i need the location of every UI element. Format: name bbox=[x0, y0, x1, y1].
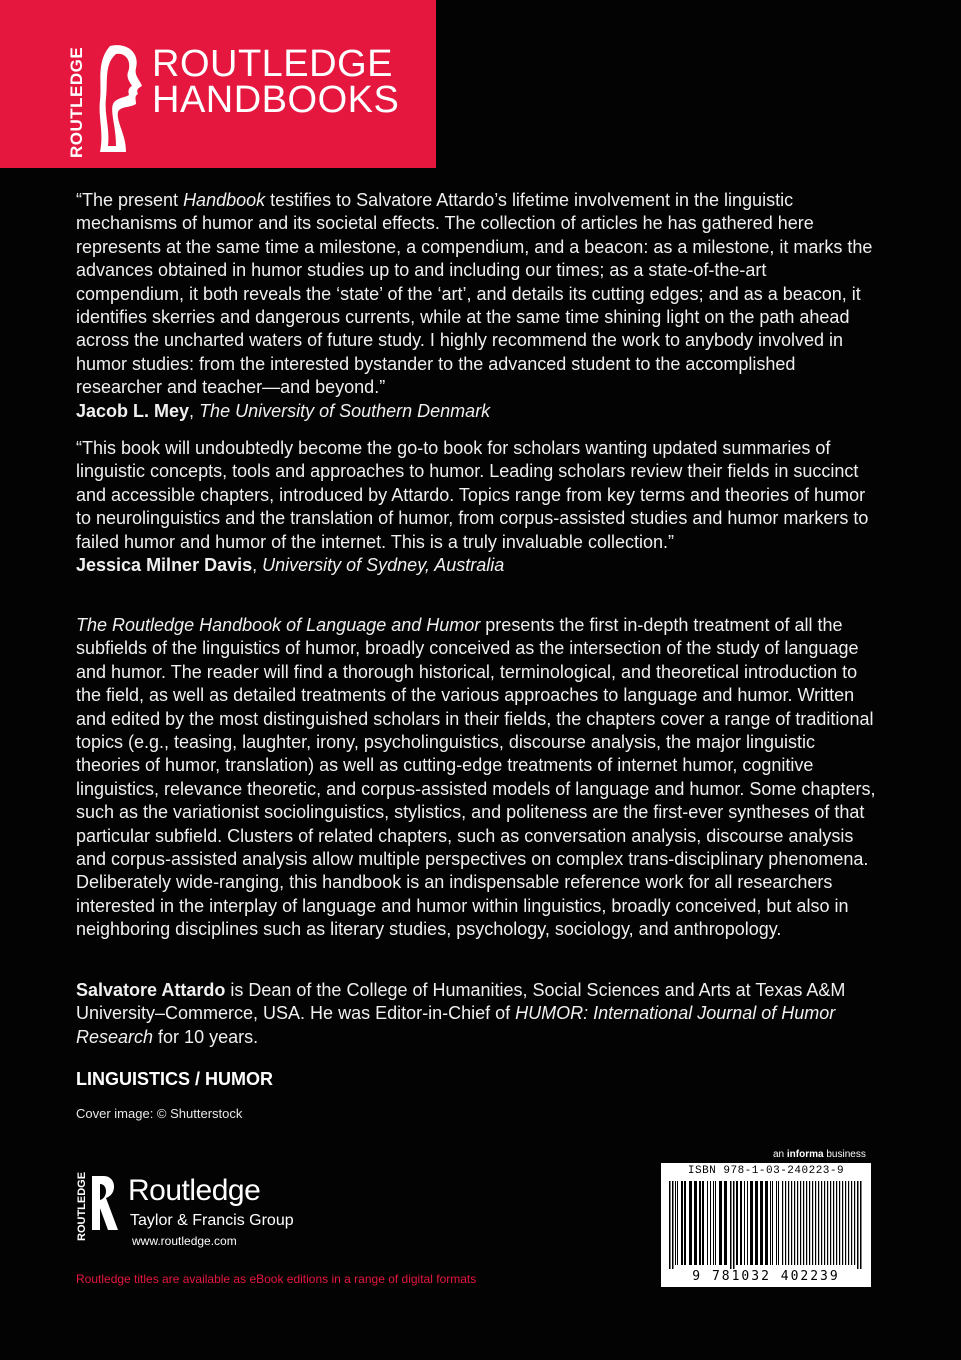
barcode-bars bbox=[667, 1181, 865, 1269]
publisher-url: www.routledge.com bbox=[132, 1234, 237, 1248]
barcode-bar bbox=[794, 1181, 795, 1265]
cover-credit: Cover image: © Shutterstock bbox=[76, 1106, 243, 1121]
quote-1-text-b: testifies to Salvatore Attardo’s lifetime involvement in the linguistic mechanisms of humor and its societal effects. The collection of articles he has gathered here represents at the same time a milestone, a compendium, and a beacon: as a milestone, it marks the advances obtained in humor studies up to and including our times; as a state-of-the-art compendium, it both reveals the ‘state’ of the ‘art’, and details its cutting edges; and as a beacon, it identifies skerries and dangerous currents, while at the same time shining light on the path ahead across the uncharted waters of future study. I highly recommend the work to anybody involved in humor studies: from the interested bystander to the advanced student to the accomplished researcher and teacher—and beyond.” bbox=[76, 190, 873, 398]
bio-text-a: is Dean of the College of Humanities, Social Sciences and Arts at Texas A&M University–Commerce, USA. He was Editor-in-Chief of bbox=[76, 980, 846, 1024]
barcode-bar bbox=[740, 1181, 742, 1265]
barcode-bar bbox=[760, 1181, 763, 1265]
informa-bold: informa bbox=[786, 1149, 824, 1160]
barcode-bar bbox=[733, 1181, 735, 1269]
ebook-note: Routledge titles are available as eBook editions in a range of digital formats bbox=[76, 1272, 477, 1286]
book-description bbox=[76, 614, 876, 942]
quote-1-separator: , bbox=[189, 400, 200, 421]
barcode-bar bbox=[713, 1181, 714, 1265]
barcode-bar bbox=[821, 1181, 822, 1265]
barcode-bar bbox=[724, 1181, 727, 1265]
barcode-bar bbox=[689, 1181, 692, 1265]
endorsement-quote-2 bbox=[76, 437, 876, 577]
description-text bbox=[76, 614, 876, 942]
barcode-bar bbox=[719, 1181, 722, 1265]
subject-category: LINGUISTICS / HUMOR bbox=[76, 1069, 273, 1089]
quote-1-attribution bbox=[76, 400, 876, 423]
barcode-bar bbox=[812, 1181, 813, 1265]
barcode-bar bbox=[818, 1181, 819, 1265]
barcode-bar bbox=[788, 1181, 789, 1265]
barcode-bar bbox=[800, 1181, 801, 1265]
barcode-bar bbox=[839, 1181, 840, 1265]
description-body: presents the first in-depth treatment of all the subfields of the linguistics of humor, broadly conceived as the intersection of the study of language and humor. The reader will find a thorough historical, terminological, and theoretical introduction to the field, as well as detailed treatments of the various approaches to language and humor. Written and edited by the most distinguished scholars in their fields, the chapters cover a range of traditional topics (e.g., teasing, laughter, irony, psycholinguistics, discourse analysis, the major linguistic theories of humor, translation) as well as cutting-edge treatments of internet humor, cognitive linguistics, relevance theoretic, and corpus-assisted models of language and humor. Some chapters, such as the variationist sociolinguistics, stylistics, and politeness are the first-ever syntheses of that particular subfield. Clusters of related chapters, such as conversation analysis, discourse analysis and corpus-assisted analysis allow multiple perspectives on complex trans-disciplinary phenomena. Deliberately wide-ranging, this handbook is an indispensable reference work for all researchers interested in the interplay of language and humor within linguistics, broadly conceived, but also in neighboring disciplines such as literary studies, psychology, sociology, and anthropology. bbox=[76, 615, 876, 940]
barcode-bar bbox=[710, 1181, 711, 1265]
barcode-bar bbox=[744, 1181, 745, 1265]
barcode-bar bbox=[845, 1181, 846, 1265]
routledge-vertical-text: ROUTLEDGE bbox=[76, 1171, 88, 1241]
barcode-bar bbox=[833, 1181, 834, 1265]
barcode-bar bbox=[702, 1181, 704, 1265]
quote-2-attribution bbox=[76, 554, 876, 577]
quote-2-author: Jessica Milner Davis bbox=[76, 555, 253, 576]
barcode-bar bbox=[842, 1181, 843, 1265]
barcode-bar bbox=[851, 1181, 852, 1265]
barcode-bar bbox=[750, 1181, 753, 1265]
barcode-bar bbox=[797, 1181, 798, 1265]
quote-1-text bbox=[76, 189, 876, 400]
barcode-bar bbox=[681, 1181, 683, 1265]
barcode-bar bbox=[770, 1181, 771, 1265]
informa-business-tag bbox=[773, 1149, 866, 1160]
barcode-bar bbox=[860, 1181, 862, 1269]
barcode-bar bbox=[824, 1181, 825, 1265]
faces-logo-icon bbox=[96, 42, 152, 156]
informa-prefix: an bbox=[773, 1149, 787, 1160]
barcode-bar bbox=[669, 1181, 671, 1269]
barcode-bar bbox=[806, 1181, 807, 1265]
barcode-bar bbox=[791, 1181, 792, 1265]
barcode-bar bbox=[765, 1181, 768, 1265]
barcode-bar bbox=[782, 1181, 783, 1265]
informa-suffix: business bbox=[823, 1149, 866, 1160]
publisher-logo-block bbox=[70, 1170, 310, 1250]
barcode-bar bbox=[772, 1181, 773, 1265]
barcode-bar bbox=[827, 1181, 828, 1265]
quote-1-affiliation: The University of Southern Denmark bbox=[199, 400, 491, 421]
barcode-bar bbox=[755, 1181, 758, 1265]
barcode-bar bbox=[707, 1181, 708, 1265]
barcode-bar bbox=[747, 1181, 748, 1265]
barcode-bar bbox=[836, 1181, 837, 1265]
barcode-bar bbox=[803, 1181, 804, 1265]
routledge-vertical-logo: ROUTLEDGE bbox=[67, 46, 86, 158]
barcode-bar bbox=[815, 1181, 816, 1265]
bio-text-b: for 10 years. bbox=[153, 1026, 259, 1047]
barcode-bar bbox=[785, 1181, 786, 1265]
journal-title: HUMOR: International Journal of Humor Research bbox=[76, 1003, 836, 1047]
barcode-digits: 9 781032 402239 bbox=[692, 1269, 840, 1284]
quote-2-separator: , bbox=[252, 555, 263, 576]
barcode-bar bbox=[694, 1181, 697, 1265]
series-title-line-2: HANDBOOKS bbox=[152, 79, 400, 121]
barcode-bar bbox=[715, 1181, 716, 1265]
barcode-bar bbox=[857, 1181, 859, 1269]
barcode-bar bbox=[809, 1181, 810, 1265]
barcode-bar bbox=[848, 1181, 849, 1265]
editor-name: Salvatore Attardo bbox=[76, 980, 226, 1000]
barcode-bar bbox=[776, 1181, 777, 1265]
quote-1-italic: Handbook bbox=[183, 190, 266, 210]
barcode-bar bbox=[778, 1181, 779, 1265]
quote-1-text-a: “The present bbox=[76, 190, 184, 210]
publisher-name: Routledge bbox=[128, 1174, 261, 1207]
barcode-bar bbox=[736, 1181, 738, 1265]
isbn-label: ISBN 978-1-03-240223-9 bbox=[687, 1165, 845, 1177]
barcode-bar bbox=[672, 1181, 674, 1269]
barcode-bar bbox=[677, 1181, 678, 1265]
quote-1-author: Jacob L. Mey bbox=[76, 400, 190, 421]
quote-2-affiliation: University of Sydney, Australia bbox=[262, 555, 505, 576]
bio-text bbox=[76, 979, 876, 1049]
editor-bio bbox=[76, 979, 876, 1049]
publisher-group: Taylor & Francis Group bbox=[130, 1212, 294, 1229]
series-brand-block bbox=[0, 0, 436, 168]
barcode-bar bbox=[830, 1181, 831, 1265]
series-title-line-1: ROUTLEDGE bbox=[152, 43, 393, 85]
quote-2-text: “This book will undoubtedly become the go-to book for scholars wanting updated summaries of linguistic concepts, tools and approaches to humor. Leading scholars review their fields in succinct and accessible chapters, introduced by Attardo. Topics range from key terms and theories of humor to neurolinguistics and the translation of humor, from corpus-assisted studies and humor markers to failed humor and humor of the internet. This is a truly invaluable collection.” bbox=[76, 438, 869, 552]
endorsement-quote-1 bbox=[76, 189, 876, 423]
barcode-bar bbox=[675, 1181, 676, 1265]
barcode-bar bbox=[684, 1181, 686, 1265]
barcode-bar bbox=[730, 1181, 732, 1269]
book-title-italic: The Routledge Handbook of Language and Humor bbox=[76, 615, 481, 635]
barcode-bar bbox=[854, 1181, 855, 1265]
series-title bbox=[152, 43, 400, 121]
isbn-barcode bbox=[661, 1163, 871, 1287]
barcode-bar bbox=[699, 1181, 701, 1265]
